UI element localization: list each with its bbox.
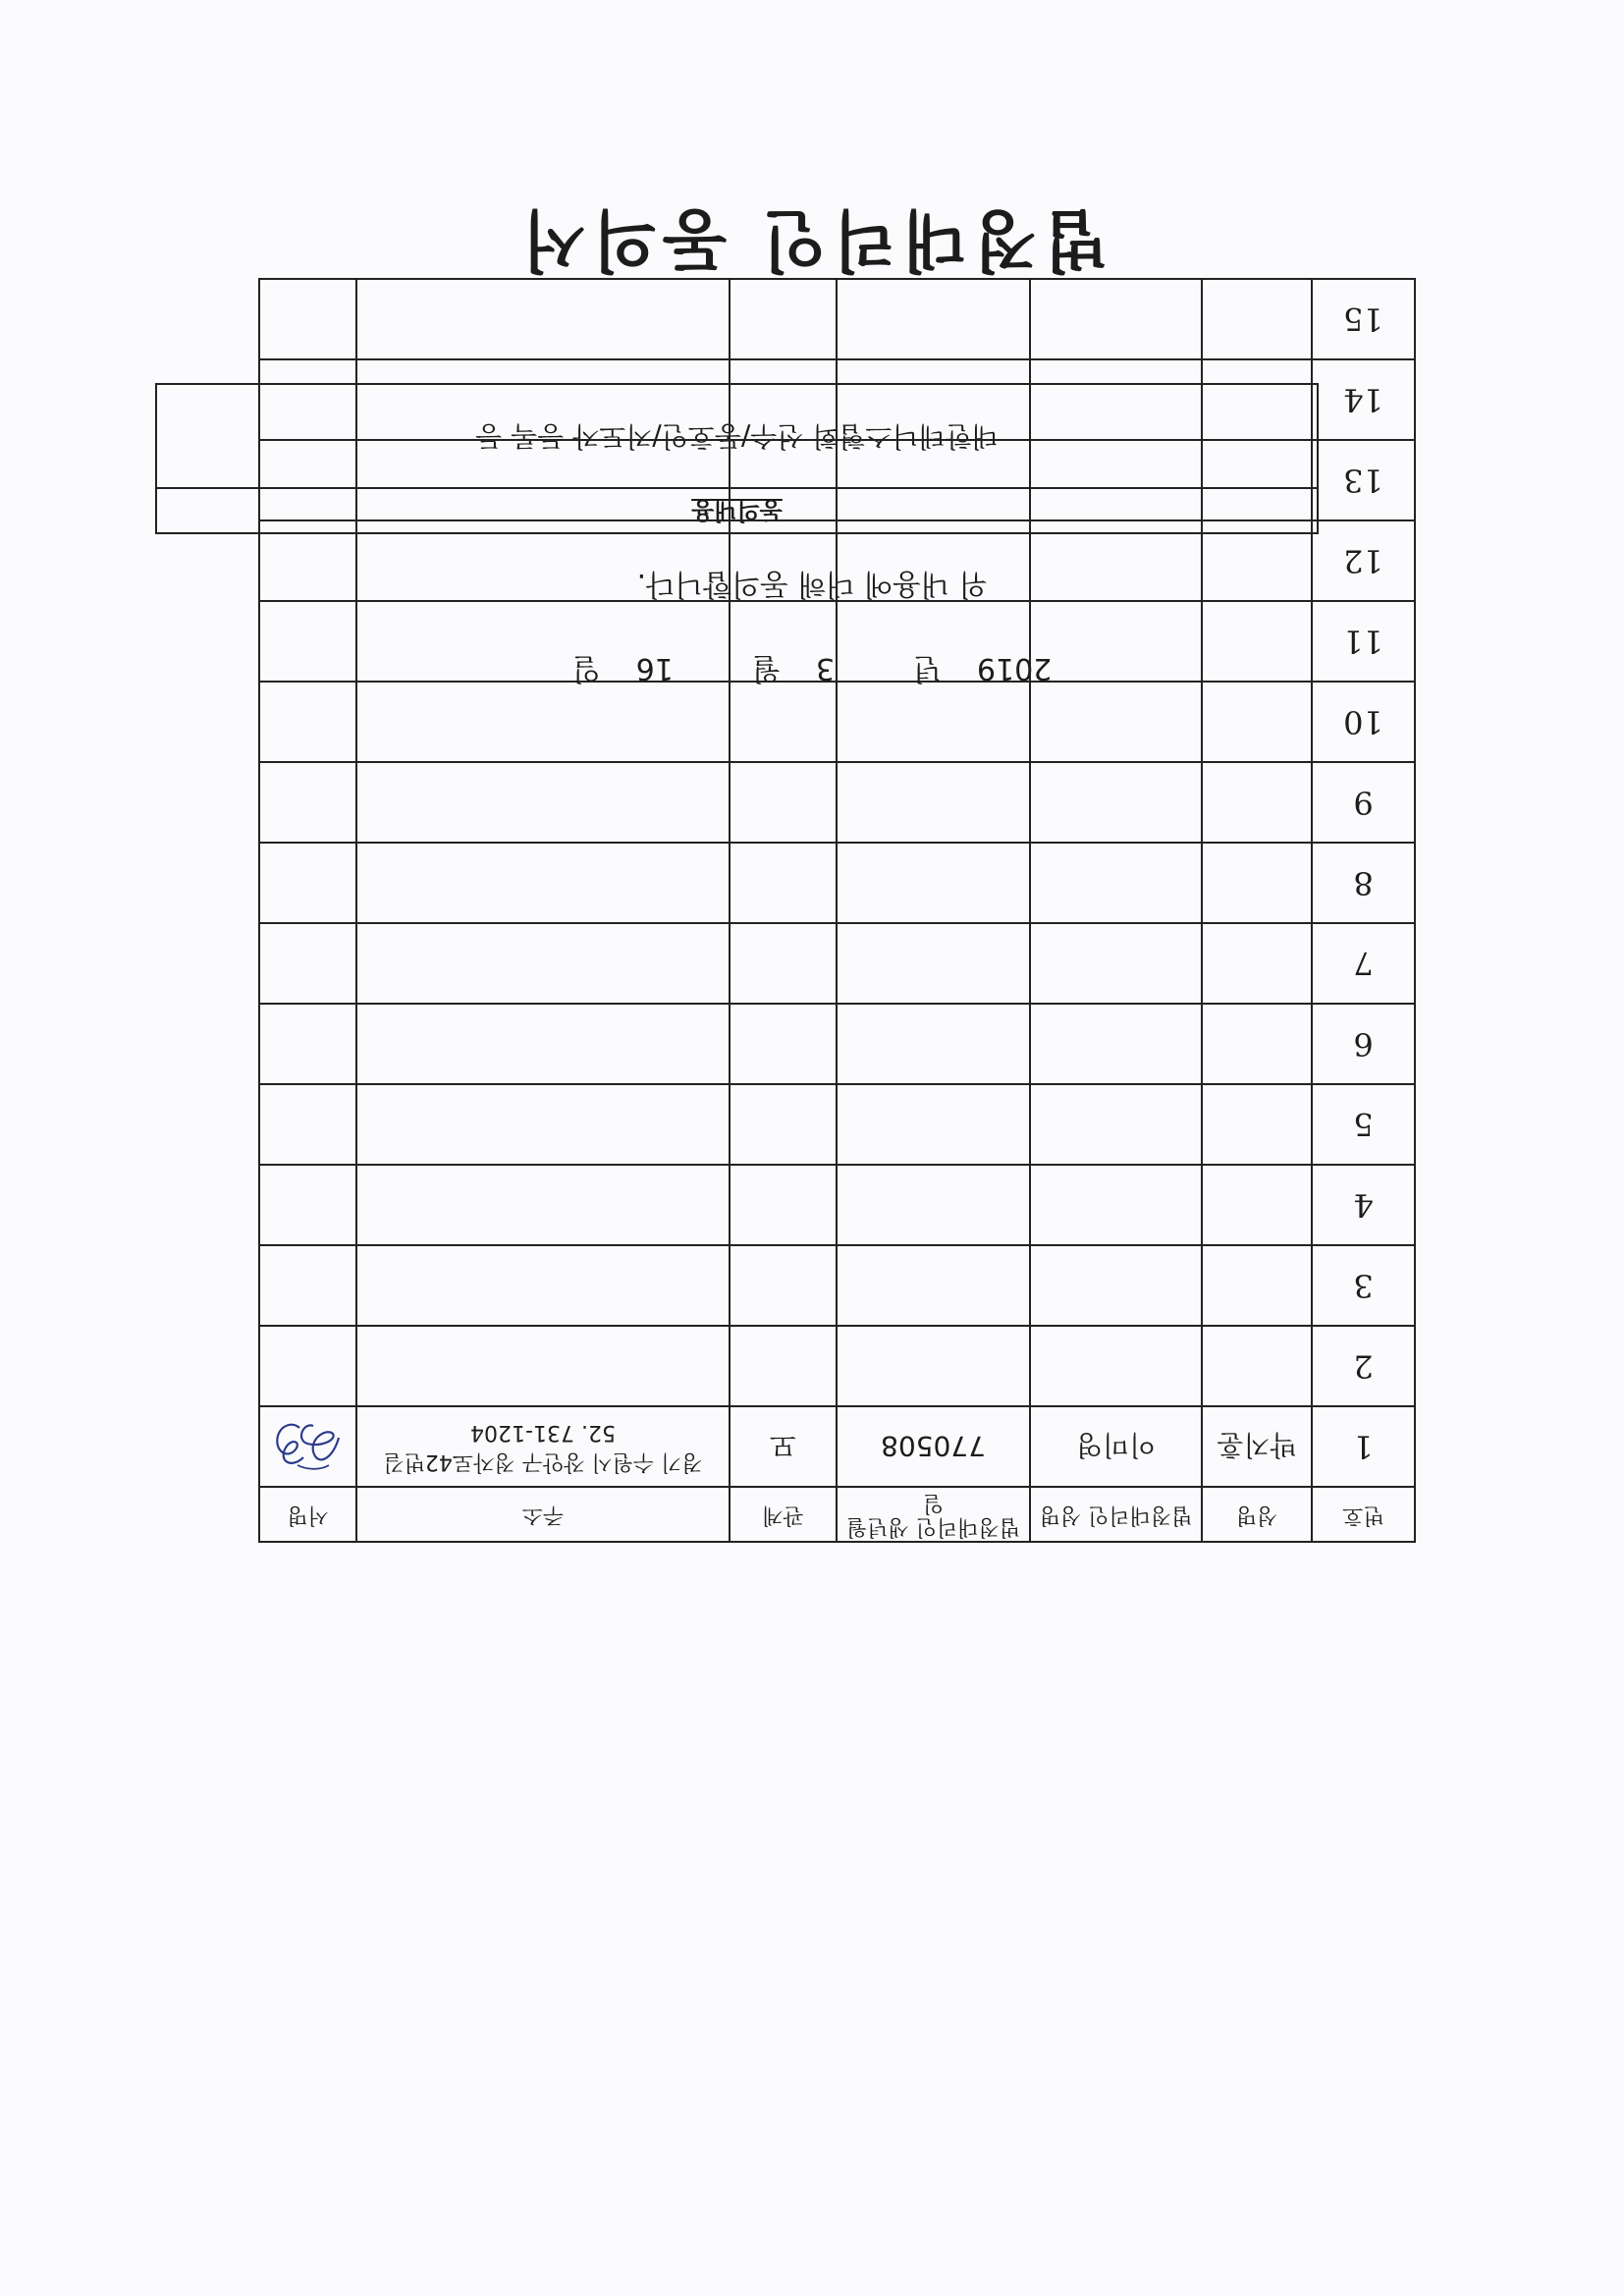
row-cell	[837, 843, 1030, 923]
table-row	[259, 520, 1415, 601]
row-cell	[730, 440, 837, 520]
row-address	[356, 1406, 730, 1487]
row-cell	[837, 762, 1030, 843]
row-cell	[1030, 923, 1202, 1004]
row-cell	[356, 359, 730, 440]
header-no: 번호	[1312, 1487, 1415, 1542]
row-cell	[730, 1245, 837, 1326]
row-cell	[1202, 520, 1312, 601]
row-no: 4	[1312, 1165, 1415, 1245]
row-cell	[837, 279, 1030, 359]
table-row	[259, 1084, 1415, 1165]
row-signature	[259, 1406, 356, 1487]
row-cell	[356, 1326, 730, 1406]
guardian-table	[258, 278, 1416, 1543]
row-cell	[1202, 843, 1312, 923]
row-no: 3	[1312, 1245, 1415, 1326]
row-guardian-birth: 770508	[837, 1406, 1030, 1487]
row-cell	[1202, 762, 1312, 843]
row-cell	[259, 1245, 356, 1326]
row-cell	[837, 1004, 1030, 1084]
row-cell	[259, 762, 356, 843]
row-cell	[1202, 1004, 1312, 1084]
row-cell	[730, 359, 837, 440]
row-cell	[837, 601, 1030, 682]
row-cell	[730, 1165, 837, 1245]
row-no: 1	[1312, 1406, 1415, 1487]
table-row	[259, 1165, 1415, 1245]
row-no: 5	[1312, 1084, 1415, 1165]
table-row	[259, 440, 1415, 520]
row-cell	[1030, 843, 1202, 923]
header-relation: 관계	[730, 1487, 837, 1542]
row-cell	[1030, 1084, 1202, 1165]
row-cell	[837, 682, 1030, 762]
date-day-unit: 일	[571, 651, 601, 685]
row-cell	[1030, 440, 1202, 520]
header-signature: 서명	[259, 1487, 356, 1542]
agree-statement: 위 내용에 대해 동의합니다.	[636, 567, 988, 601]
row-cell	[1030, 1326, 1202, 1406]
row-no: 8	[1312, 843, 1415, 923]
row-cell	[356, 1004, 730, 1084]
table-row	[259, 1326, 1415, 1406]
table-row	[259, 843, 1415, 923]
row-cell	[259, 923, 356, 1004]
row-cell	[1202, 359, 1312, 440]
row-cell	[259, 1004, 356, 1084]
row-cell	[259, 682, 356, 762]
row-cell	[1202, 1245, 1312, 1326]
row-cell	[837, 520, 1030, 601]
row-cell	[1202, 440, 1312, 520]
row-cell	[356, 1165, 730, 1245]
row-cell	[837, 1326, 1030, 1406]
header-guardian-name: 법정대리인 성명	[1030, 1487, 1202, 1542]
row-cell	[730, 520, 837, 601]
row-cell	[1202, 279, 1312, 359]
header-guardian-birth: 법정대리인 생년월일	[837, 1487, 1030, 1542]
date-day: 16	[635, 651, 674, 685]
row-cell	[356, 682, 730, 762]
date-year-unit: 년	[912, 651, 942, 685]
row-cell	[730, 682, 837, 762]
row-cell	[356, 843, 730, 923]
table-row	[259, 359, 1415, 440]
document-title: 법정대리인 동의서	[515, 200, 1109, 278]
row-cell	[259, 1326, 356, 1406]
row-cell	[1202, 923, 1312, 1004]
header-address: 주소	[356, 1487, 730, 1542]
row-cell	[730, 923, 837, 1004]
row-cell	[1202, 1084, 1312, 1165]
row-cell	[1030, 359, 1202, 440]
row-cell	[837, 359, 1030, 440]
row-cell	[1202, 1165, 1312, 1245]
row-cell	[837, 1245, 1030, 1326]
row-guardian-name: 이미영	[1030, 1406, 1202, 1487]
row-cell	[356, 923, 730, 1004]
row-no: 11	[1312, 601, 1415, 682]
consent-body: 대한테니스협회 선수/동호인/지도자 등록 등	[475, 420, 999, 453]
row-name: 박지훈	[1202, 1406, 1312, 1487]
row-no: 7	[1312, 923, 1415, 1004]
consent-header-label: 동의내용	[691, 497, 783, 524]
row-address-line2: 52. 731-1204	[470, 1420, 616, 1445]
row-no: 14	[1312, 359, 1415, 440]
row-address-line1: 경기 수원시 장안구 정자로42번길	[383, 1449, 703, 1474]
row-cell	[259, 520, 356, 601]
row-cell	[1030, 520, 1202, 601]
row-no: 15	[1312, 279, 1415, 359]
date-month: 3	[815, 651, 835, 685]
row-cell	[837, 1165, 1030, 1245]
header-name: 성명	[1202, 1487, 1312, 1542]
row-cell	[730, 843, 837, 923]
table-row	[259, 1004, 1415, 1084]
row-cell	[730, 279, 837, 359]
row-cell	[1030, 1004, 1202, 1084]
table-row	[259, 1245, 1415, 1326]
row-cell	[1202, 601, 1312, 682]
table-row	[259, 923, 1415, 1004]
row-cell	[730, 1084, 837, 1165]
table-header-row	[259, 1487, 1415, 1542]
row-no: 9	[1312, 762, 1415, 843]
row-cell	[1202, 1326, 1312, 1406]
row-cell	[356, 279, 730, 359]
row-cell	[1030, 682, 1202, 762]
row-cell	[837, 923, 1030, 1004]
date-year: 2019	[976, 651, 1053, 685]
row-cell	[1030, 601, 1202, 682]
row-cell	[730, 762, 837, 843]
row-cell	[259, 843, 356, 923]
row-cell	[730, 1326, 837, 1406]
row-cell	[1030, 762, 1202, 843]
row-no: 13	[1312, 440, 1415, 520]
row-cell	[356, 520, 730, 601]
row-cell	[356, 601, 730, 682]
row-no: 10	[1312, 682, 1415, 762]
row-cell	[356, 440, 730, 520]
table-row	[259, 601, 1415, 682]
table-row	[259, 1406, 1415, 1487]
row-cell	[259, 359, 356, 440]
date-month-unit: 월	[751, 651, 781, 685]
row-cell	[259, 1165, 356, 1245]
row-cell	[837, 1084, 1030, 1165]
table-row	[259, 682, 1415, 762]
row-cell	[259, 440, 356, 520]
row-no: 2	[1312, 1326, 1415, 1406]
row-no: 6	[1312, 1004, 1415, 1084]
row-cell	[1030, 279, 1202, 359]
row-cell	[837, 440, 1030, 520]
row-cell	[730, 1004, 837, 1084]
row-cell	[259, 279, 356, 359]
row-cell	[1030, 1165, 1202, 1245]
row-cell	[356, 1245, 730, 1326]
row-cell	[259, 601, 356, 682]
table-row	[259, 279, 1415, 359]
row-cell	[356, 762, 730, 843]
row-cell	[259, 1084, 356, 1165]
row-relation: 모	[730, 1406, 837, 1487]
row-no: 12	[1312, 520, 1415, 601]
row-cell	[730, 601, 837, 682]
handwritten-signature-icon	[260, 1416, 355, 1477]
row-cell	[356, 1084, 730, 1165]
table-row	[259, 762, 1415, 843]
row-cell	[1202, 682, 1312, 762]
row-cell	[1030, 1245, 1202, 1326]
